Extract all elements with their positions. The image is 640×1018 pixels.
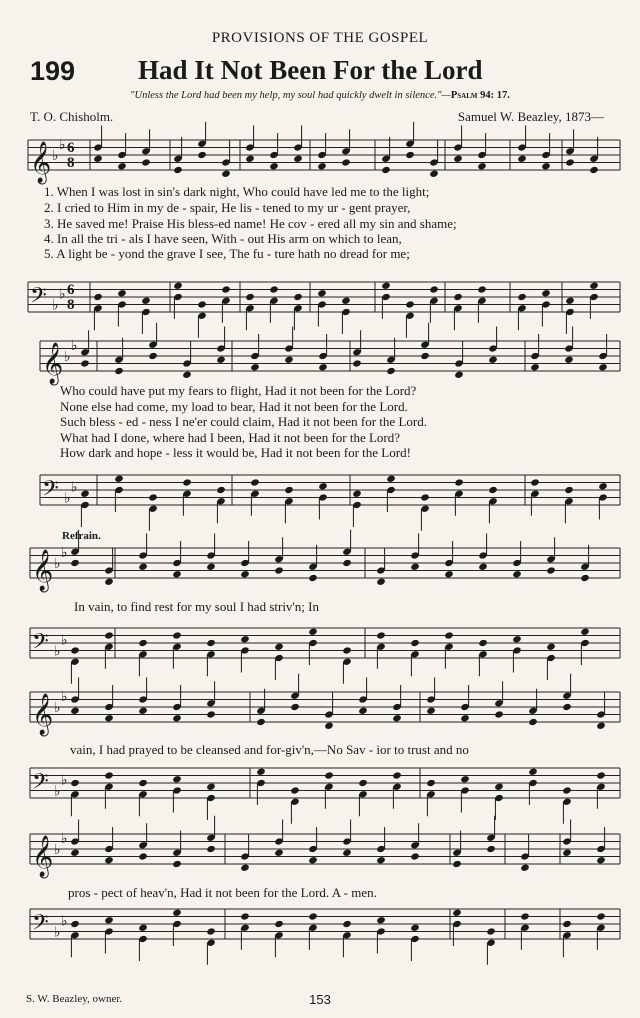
note-head xyxy=(341,297,351,305)
note-head xyxy=(206,783,216,791)
note-head xyxy=(274,566,284,574)
note-head xyxy=(454,371,464,379)
note-head xyxy=(426,707,436,715)
flat-icon: ♭ xyxy=(54,556,61,572)
note-head xyxy=(318,363,328,371)
note-head xyxy=(290,786,300,794)
note-head xyxy=(240,570,250,578)
note-head xyxy=(206,927,216,935)
note-head xyxy=(117,162,127,170)
note-head xyxy=(324,771,334,779)
note-head xyxy=(240,912,250,920)
note-head xyxy=(197,300,207,308)
note-head xyxy=(70,707,80,715)
note-head xyxy=(245,293,255,301)
note-head xyxy=(386,367,396,375)
note-head xyxy=(80,359,90,367)
flat-icon: ♭ xyxy=(61,830,68,847)
verse-line-5a: 5. A light be - yond the grave I see, The fu - ture hath no dread for me; xyxy=(44,246,410,261)
note-head xyxy=(274,849,284,857)
bass-clef-icon: 𝄢 xyxy=(32,769,49,800)
note-head xyxy=(376,916,386,924)
note-head xyxy=(293,155,303,163)
note-head xyxy=(308,574,318,582)
note-head xyxy=(429,170,439,178)
note-head xyxy=(290,703,300,711)
flat-icon: ♭ xyxy=(61,913,68,930)
time-signature: 6 xyxy=(67,282,75,298)
note-head xyxy=(114,367,124,375)
note-head xyxy=(341,158,351,166)
note-head xyxy=(308,856,318,864)
note-head xyxy=(284,356,294,364)
note-head xyxy=(216,486,226,494)
epigraph-citation: Psalm 94: 17. xyxy=(450,90,510,101)
flat-icon: ♭ xyxy=(71,337,78,354)
note-head xyxy=(138,639,148,647)
note-head xyxy=(197,151,207,159)
note-head xyxy=(70,646,80,654)
note-head xyxy=(565,297,575,305)
note-head xyxy=(596,722,606,730)
note-head xyxy=(546,566,556,574)
note-head xyxy=(429,285,439,293)
note-head xyxy=(138,924,148,932)
note-head xyxy=(182,371,192,379)
note-head xyxy=(562,703,572,711)
note-head xyxy=(324,722,334,730)
flat-icon: ♭ xyxy=(52,297,59,314)
note-head xyxy=(453,155,463,163)
flat-icon: ♭ xyxy=(59,136,66,153)
note-head xyxy=(148,352,158,360)
note-head xyxy=(250,478,260,486)
note-head xyxy=(256,768,266,776)
verse-line-4b: What had I done, where had I been, Had it not been for the Lord? xyxy=(60,430,401,445)
note-head xyxy=(477,162,487,170)
note-head xyxy=(520,864,530,872)
refrain-line-2: vain, I had prayed to be cleansed and for-giv'n,—No Sav - ior to trust and no xyxy=(70,742,469,757)
note-head xyxy=(104,856,114,864)
note-head xyxy=(530,363,540,371)
verse-line-3b: Such bless - ed - ness I ne'er could claim, Had it not been for the Lord. xyxy=(60,414,427,429)
note-head xyxy=(562,849,572,857)
note-head xyxy=(358,707,368,715)
verse-line-3a: 3. He saved me! Praise His bless-ed name! He cov - ered all my sin and shame; xyxy=(44,216,457,231)
note-head xyxy=(284,486,294,494)
note-head xyxy=(342,920,352,928)
note-head xyxy=(392,714,402,722)
note-head xyxy=(494,783,504,791)
note-head xyxy=(486,845,496,853)
note-head xyxy=(317,162,327,170)
note-head xyxy=(528,768,538,776)
note-head xyxy=(564,356,574,364)
treble-clef-icon: 𝄞 xyxy=(42,343,64,384)
hymn-number: 199 xyxy=(30,56,76,86)
note-head xyxy=(596,771,606,779)
note-head xyxy=(410,563,420,571)
verse-line-2a: 2. I cried to Him in my de - spair, He lis - tened to my ur - gent prayer, xyxy=(44,200,411,215)
note-head xyxy=(477,285,487,293)
note-head xyxy=(138,852,148,860)
note-head xyxy=(317,289,327,297)
note-head xyxy=(410,924,420,932)
flat-icon: ♭ xyxy=(54,700,61,716)
note-head xyxy=(342,646,352,654)
note-head xyxy=(596,856,606,864)
epigraph-quote: "Unless the Lord had been my help, my soul had quickly dwelt in silence."— xyxy=(130,90,451,101)
note-head xyxy=(114,475,124,483)
note-head xyxy=(172,570,182,578)
note-head xyxy=(80,490,90,498)
note-head xyxy=(426,779,436,787)
note-head xyxy=(172,775,182,783)
note-head xyxy=(104,771,114,779)
note-head xyxy=(517,293,527,301)
note-head xyxy=(138,563,148,571)
treble-clef-icon: 𝄞 xyxy=(30,142,52,183)
treble-clef-icon: 𝄞 xyxy=(32,550,54,591)
note-head xyxy=(245,155,255,163)
note-head xyxy=(216,356,226,364)
note-head xyxy=(70,849,80,857)
flat-icon: ♭ xyxy=(54,783,61,800)
time-signature: 6 xyxy=(67,140,75,156)
note-head xyxy=(308,628,318,636)
note-head xyxy=(70,920,80,928)
note-head xyxy=(405,151,415,159)
note-head xyxy=(93,293,103,301)
note-head xyxy=(250,363,260,371)
note-head xyxy=(117,289,127,297)
note-head xyxy=(486,927,496,935)
section-title: PROVISIONS OF THE GOSPEL xyxy=(211,30,429,46)
note-head xyxy=(172,860,182,868)
page-number: 153 xyxy=(309,992,331,1007)
note-head xyxy=(580,574,590,582)
treble-clef-icon: 𝄞 xyxy=(32,694,54,735)
verse-line-4a: 4. In all the tri - als I have seen, With - out His arm on which to lean, xyxy=(44,231,402,246)
note-head xyxy=(104,714,114,722)
note-head xyxy=(70,559,80,567)
note-head xyxy=(240,864,250,872)
note-head xyxy=(141,297,151,305)
note-head xyxy=(410,852,420,860)
flat-icon: ♭ xyxy=(64,490,71,507)
note-head xyxy=(274,643,284,651)
flat-icon: ♭ xyxy=(54,924,61,941)
note-head xyxy=(541,162,551,170)
note-head xyxy=(376,856,386,864)
note-head xyxy=(565,158,575,166)
note-head xyxy=(293,293,303,301)
note-head xyxy=(541,289,551,297)
note-head xyxy=(206,845,216,853)
note-head xyxy=(478,563,488,571)
note-head xyxy=(596,912,606,920)
note-head xyxy=(352,490,362,498)
flat-icon: ♭ xyxy=(71,479,78,496)
note-head xyxy=(564,486,574,494)
note-head xyxy=(274,920,284,928)
note-head xyxy=(269,162,279,170)
note-head xyxy=(104,578,114,586)
note-head xyxy=(460,714,470,722)
treble-clef-icon: 𝄞 xyxy=(32,836,54,877)
note-head xyxy=(308,912,318,920)
note-head xyxy=(453,293,463,301)
note-head xyxy=(520,912,530,920)
note-head xyxy=(206,563,216,571)
note-head xyxy=(269,285,279,293)
flat-icon: ♭ xyxy=(64,349,71,365)
note-head xyxy=(240,635,250,643)
note-head xyxy=(318,482,328,490)
note-head xyxy=(530,478,540,486)
note-head xyxy=(104,631,114,639)
note-head xyxy=(221,170,231,178)
note-head xyxy=(444,631,454,639)
note-head xyxy=(386,475,396,483)
bass-clef-icon: 𝄢 xyxy=(32,629,49,660)
note-head xyxy=(342,559,352,567)
note-head xyxy=(173,282,183,290)
flat-icon: ♭ xyxy=(61,632,68,649)
verse-line-1a: 1. When I was lost in sin's dark night, Who could have led me to the light; xyxy=(44,184,430,199)
note-head xyxy=(454,478,464,486)
note-head xyxy=(138,779,148,787)
note-head xyxy=(352,359,362,367)
note-head xyxy=(342,849,352,857)
note-head xyxy=(598,363,608,371)
note-head xyxy=(172,909,182,917)
note-head xyxy=(589,166,599,174)
refrain-label: Refrain. xyxy=(62,530,101,542)
note-head xyxy=(562,786,572,794)
note-head xyxy=(452,860,462,868)
hymn-title: Had It Not Been For the Lord xyxy=(138,55,483,85)
note-head xyxy=(93,155,103,163)
note-head xyxy=(589,282,599,290)
note-head xyxy=(420,352,430,360)
note-head xyxy=(460,775,470,783)
note-head xyxy=(221,285,231,293)
verse-line-1b: Who could have put my fears to flight, Had it not been for the Lord? xyxy=(60,383,417,398)
note-head xyxy=(104,916,114,924)
note-head xyxy=(148,493,158,501)
note-head xyxy=(528,718,538,726)
note-head xyxy=(173,166,183,174)
bass-clef-icon: 𝄢 xyxy=(32,910,49,941)
note-head xyxy=(138,707,148,715)
note-head xyxy=(376,631,386,639)
flat-icon: ♭ xyxy=(54,643,61,660)
flat-icon: ♭ xyxy=(52,148,59,164)
note-head xyxy=(376,578,386,586)
note-head xyxy=(580,628,590,636)
bass-clef-icon: 𝄢 xyxy=(42,476,59,507)
verse-line-2b: None else had come, my load to bear, Had it not been for the Lord. xyxy=(60,399,408,414)
note-head xyxy=(358,779,368,787)
note-head xyxy=(512,635,522,643)
note-head xyxy=(598,482,608,490)
verse-line-5b: How dark and hope - less it would be, Had it not been for the Lord! xyxy=(60,445,411,460)
note-head xyxy=(172,714,182,722)
note-head xyxy=(206,639,216,647)
note-head xyxy=(488,356,498,364)
author-credit: T. O. Chisholm. xyxy=(30,109,114,124)
flat-icon: ♭ xyxy=(61,688,68,705)
note-head xyxy=(512,570,522,578)
note-head xyxy=(172,631,182,639)
time-signature: 8 xyxy=(67,155,75,171)
bass-clef-icon: 𝄢 xyxy=(30,283,47,314)
note-head xyxy=(381,166,391,174)
time-signature: 8 xyxy=(67,297,75,313)
refrain-line-1: In vain, to find rest for my soul I had striv'n; In xyxy=(74,599,319,614)
note-head xyxy=(488,486,498,494)
note-head xyxy=(410,639,420,647)
flat-icon: ♭ xyxy=(61,544,68,561)
note-head xyxy=(206,710,216,718)
note-head xyxy=(70,779,80,787)
note-head xyxy=(420,493,430,501)
composer-credit: Samuel W. Beazley, 1873— xyxy=(457,109,604,124)
note-head xyxy=(562,920,572,928)
note-head xyxy=(444,570,454,578)
refrain-line-3: pros - pect of heav'n, Had it not been for the Lord. A - men. xyxy=(68,885,377,900)
note-head xyxy=(381,282,391,290)
note-head xyxy=(405,300,415,308)
note-head xyxy=(478,639,488,647)
note-head xyxy=(494,710,504,718)
note-head xyxy=(256,718,266,726)
note-head xyxy=(182,478,192,486)
note-head xyxy=(141,158,151,166)
note-head xyxy=(452,909,462,917)
flat-icon: ♭ xyxy=(61,772,68,789)
flat-icon: ♭ xyxy=(59,286,66,303)
note-head xyxy=(392,771,402,779)
note-head xyxy=(546,643,556,651)
copyright-owner: S. W. Beazley, owner. xyxy=(26,993,123,1005)
note-head xyxy=(517,155,527,163)
flat-icon: ♭ xyxy=(54,842,61,858)
